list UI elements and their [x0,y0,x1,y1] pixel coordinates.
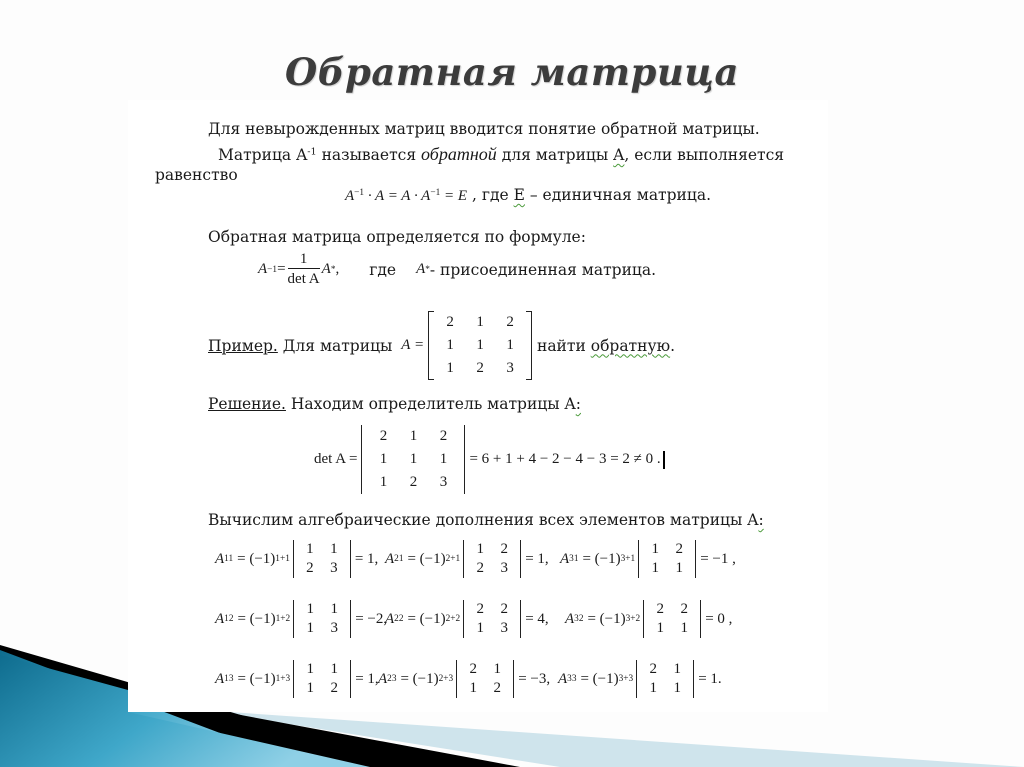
fraction: $\frac{1}{\text{det A}}$ [287,251,320,287]
cofactor-32: A 32 = (−1) 3+2 2 2 1 1 = 0 , [565,601,733,636]
intro-text: Для невырожденных матриц вводится понятие обратной матрицы. [208,120,760,138]
cofactor-22: A 22 = (−1) 2+2 2 2 1 3 = 4, [385,601,549,636]
minor-matrix: 2 1 1 2 [456,660,514,698]
minor-matrix: 1 2 2 3 [463,540,521,578]
minor-matrix: 2 2 1 1 [643,600,701,638]
cofactors-intro: Вычислим алгебраические дополнения всех элементов матрицы A: [208,511,764,529]
matrix-a: 2 1 2 1 1 1 1 2 3 [428,311,532,380]
minor-matrix: 1 1 1 2 [293,660,351,698]
definition-line-2: равенство [155,166,238,184]
cofactor-23: A 23 = (−1) 2+3 2 1 1 2 = −3, [378,661,551,696]
inverse-formula: A −1 = $\frac{1}{\text{det A}}$ A * , где A * - присоединенная матрица. [258,251,657,287]
determinant-matrix: 2 1 2 1 1 1 1 2 3 [361,425,465,494]
cofactor-33: A 33 = (−1) 3+3 2 1 1 1 = 1. [558,661,722,696]
cofactor-11: A 11 = (−1) 1+1 1 1 2 3 = 1, [215,541,379,576]
minor-matrix: 1 2 1 1 [638,540,696,578]
cofactor-21: A 21 = (−1) 2+1 1 2 2 3 = 1, [385,541,549,576]
determinant-equation: det A = 2 1 2 1 1 1 1 2 3 = 6 + 1 + 4 − 2 − 4 − 3 = 2 ≠ 0 . [314,425,665,494]
minor-matrix: 1 1 1 3 [293,600,351,638]
cofactor-13: A 13 = (−1) 1+3 1 1 1 2 = 1, [215,661,379,696]
definition-line: Матрица $A^{-1}$ называется обратной для матрицы A, если выполняется [218,144,785,164]
solution-line: Решение. Находим определитель матрицы A: [208,395,581,413]
example-line: Пример. Для матрицы A = 2 1 2 1 1 1 1 2 3 найти обратную . [208,311,675,380]
formula-intro: Обратная матрица определяется по формуле: [208,228,586,246]
minor-matrix: 2 2 1 3 [463,600,521,638]
inverse-identity-equation: $A^{-1} \cdot A = A \cdot A^{-1} = E$ , где E – единичная матрица. [345,186,712,204]
cofactor-12: A 12 = (−1) 1+2 1 1 1 3 = −2, [215,601,388,636]
minor-matrix: 1 1 2 3 [293,540,351,578]
minor-matrix: 2 1 1 1 [636,660,694,698]
slide-title: Обратная матрица [285,50,739,94]
cofactor-31: A 31 = (−1) 3+1 1 2 1 1 = −1 , [560,541,736,576]
text-cursor [663,451,665,469]
